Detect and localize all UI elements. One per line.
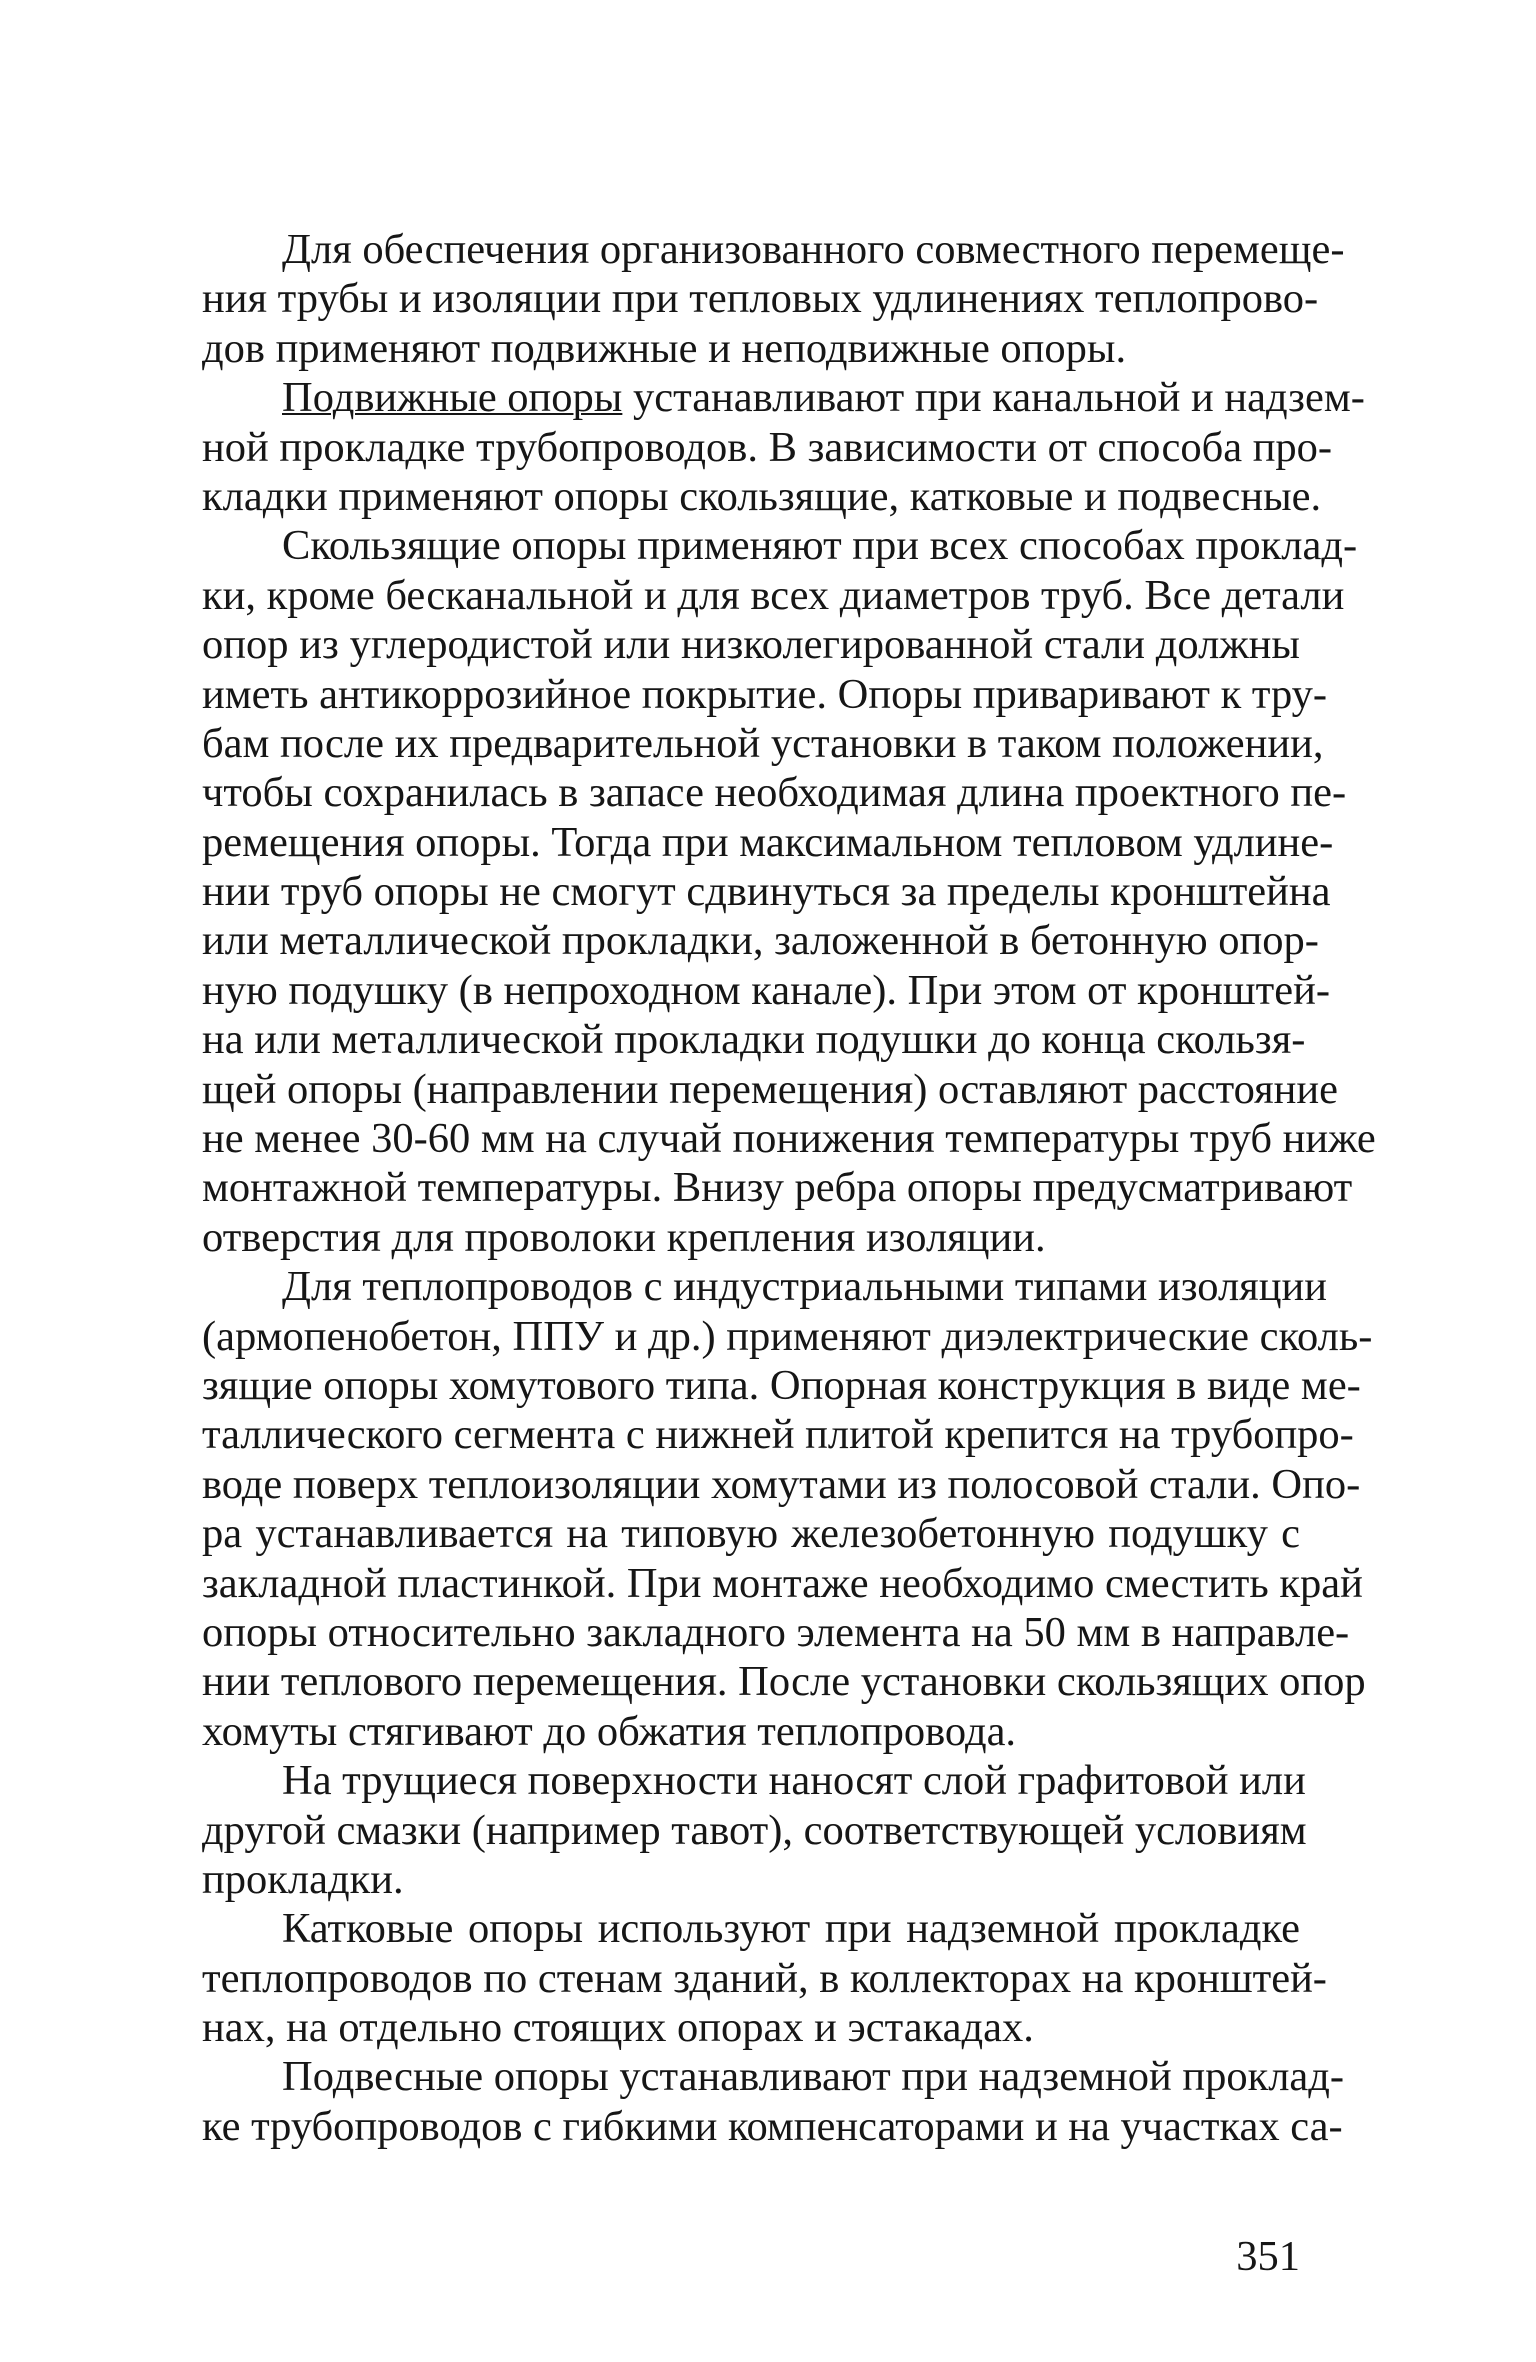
text-line: опоры относительно закладного элемента на 50 мм в направле- [202,1608,1350,1656]
line-text: устанавливают при канальной и надзем- [622,374,1365,422]
text-line: или металлической прокладки, заложенной в бетонную опор- [202,917,1319,965]
text-line: таллического сегмента с нижней плитой крепится на трубопро- [202,1411,1354,1459]
text-line: (армопенобетон, ППУ и др.) применяют диэлектрические сколь- [202,1312,1373,1360]
text-line: Для обеспечения организованного совместного перемеще- [282,226,1345,273]
text-line: ки, кроме бесканальной и для всех диаметров труб. Все детали [202,571,1345,619]
text-line: другой смазки (например тавот), соответствующей условиям [202,1806,1307,1854]
text-line: ра устанавливается на типовую железобетонную подушку с [202,1510,1300,1558]
text-line: прокладки. [202,1855,404,1903]
text-line: кладки применяют опоры скользящие, катковые и подвесные. [202,472,1322,520]
text-line: ке трубопроводов с гибкими компенсаторами и на участках са- [202,2102,1343,2150]
paragraph [202,2052,1345,2151]
text-line: нии труб опоры не смогут сдвинуться за пределы кронштейна [202,868,1331,916]
paragraph [202,225,1345,373]
text-line: щей опоры (направлении перемещения) оставляют расстояние [202,1065,1338,1113]
text-line: отверстия для проволоки крепления изоляции. [202,1213,1046,1261]
text-line: Катковые опоры используют при надземной прокладке [282,1905,1300,1953]
text-line [202,373,1365,422]
text-line: нах, на отдельно стоящих опорах и эстакадах. [202,2004,1034,2052]
text-line: ную подушку (в непроходном канале). При этом от кронштей- [202,966,1330,1014]
text-line: чтобы сохранилась в запасе необходимая длина проектного пе- [202,769,1347,817]
text-line: хомуты стягивают до обжатия теплопровода. [202,1707,1017,1755]
text-line: Подвесные опоры устанавливают при надземной проклад- [282,2053,1345,2101]
paragraph [202,521,1376,1262]
text-line: дов применяют подвижные и неподвижные опоры. [202,324,1127,372]
body-text [202,225,1376,2151]
text-line: ремещения опоры. Тогда при максимальном тепловом удлине- [202,818,1334,866]
text-line: не менее 30-60 мм на случай понижения температуры труб ниже [202,1115,1376,1163]
paragraph [202,1262,1373,1756]
text-line: зящие опоры хомутового типа. Опорная конструкция в виде ме- [202,1361,1361,1409]
text-line: закладной пластинкой. При монтаже необходимо сместить край [202,1559,1363,1607]
text-line: нии теплового перемещения. После установки скользящих опор [202,1658,1366,1706]
text-line: на или металлической прокладки подушки до конца скользя- [202,1016,1306,1064]
page-number: 351 [1236,2233,1300,2280]
text-line: опор из углеродистой или низколегированной стали должны [202,621,1300,669]
text-line: Для теплопроводов с индустриальными типами изоляции [282,1263,1327,1311]
paragraph [202,1756,1307,1904]
text-line: ния трубы и изоляции при тепловых удлинениях теплопрово- [202,275,1319,323]
text-line: ной прокладке трубопроводов. В зависимости от способа про- [202,423,1333,471]
text-line: На трущиеся поверхности наносят слой графитовой или [282,1757,1306,1805]
text-line: Скользящие опоры применяют при всех способах проклад- [282,522,1358,570]
paragraph [202,1904,1327,2052]
text-line: бам после их предварительной установки в таком положении, [202,719,1324,767]
text-line: теплопроводов по стенам зданий, в коллекторах на кронштей- [202,1954,1327,2002]
text-line: иметь антикоррозийное покрытие. Опоры приваривают к тру- [202,670,1328,718]
text-line: монтажной температуры. Внизу ребра опоры предусматривают [202,1164,1353,1212]
text-line: воде поверх теплоизоляции хомутами из полосовой стали. Опо- [202,1460,1361,1508]
underlined-term: Подвижные опоры [282,374,623,422]
paragraph [202,373,1365,521]
